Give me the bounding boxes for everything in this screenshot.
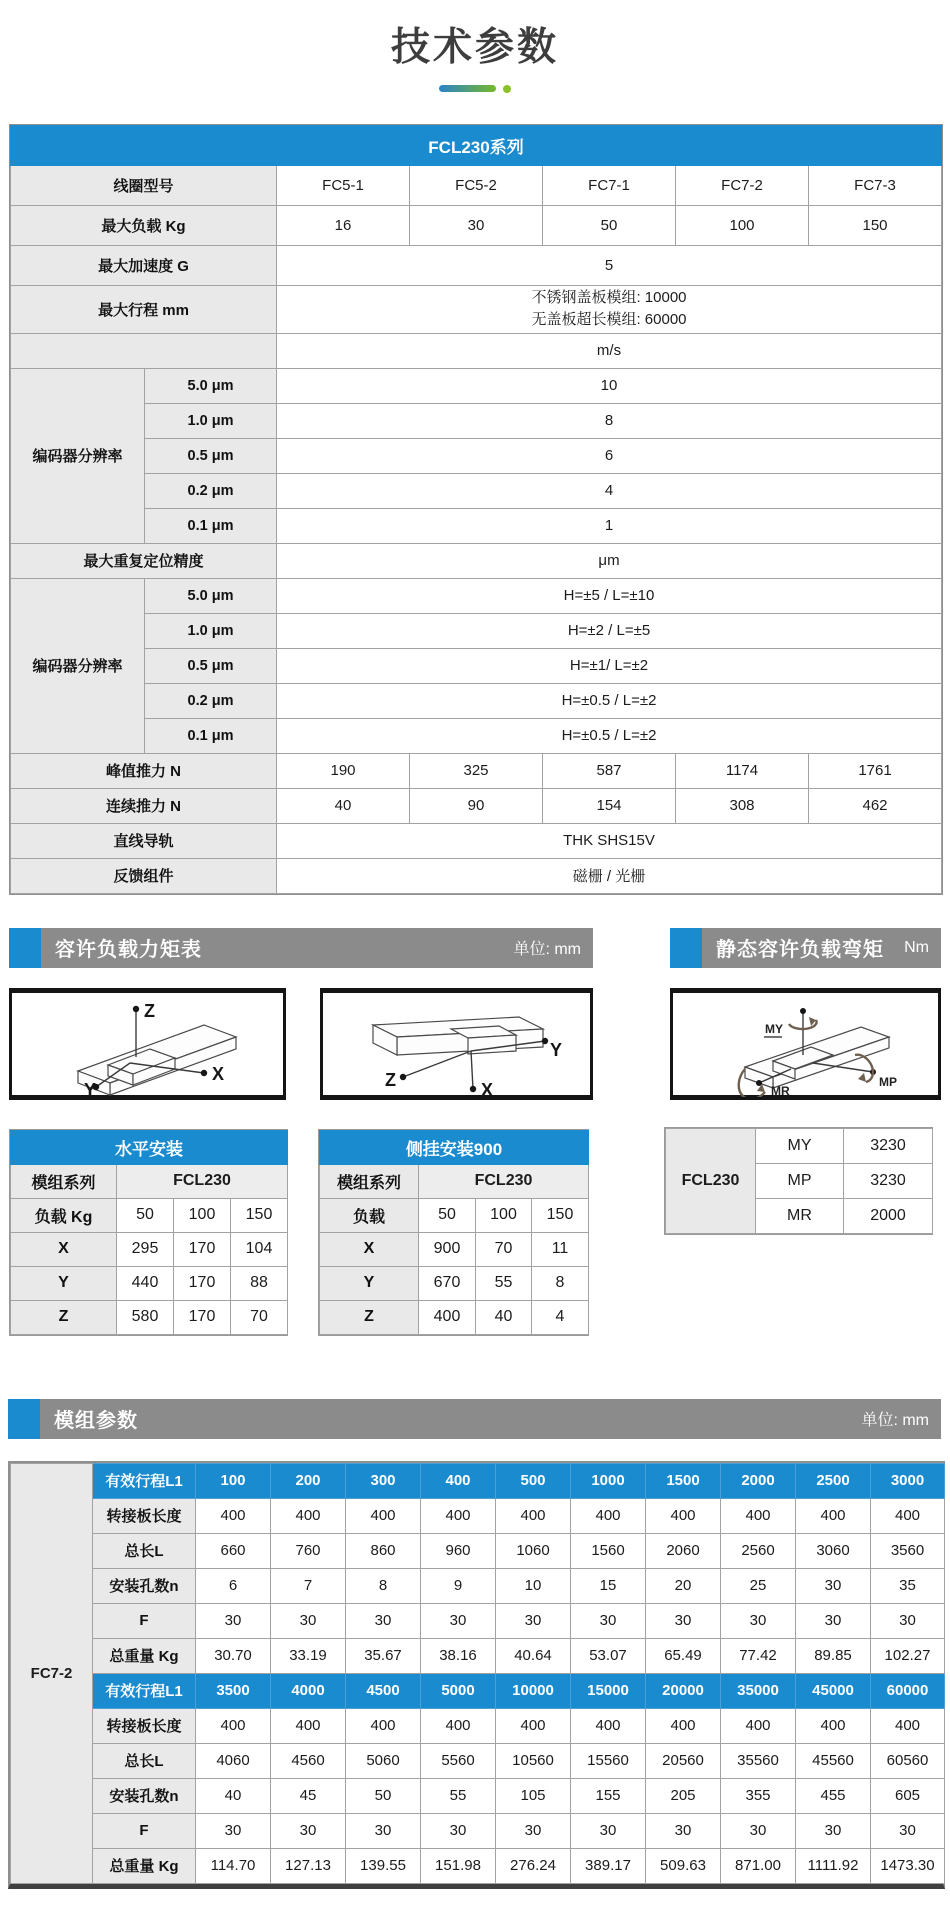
table-cell: 30 <box>496 1603 571 1638</box>
table-cell: 总长L <box>93 1533 196 1568</box>
table-cell: 2060 <box>646 1533 721 1568</box>
section-title: 模组参数 <box>54 1410 138 1433</box>
table-cell: 6 <box>277 438 942 473</box>
table-cell: 150 <box>532 1198 589 1232</box>
table-cell: 有效行程L1 <box>93 1463 196 1498</box>
table-cell: FCL230 <box>419 1164 589 1198</box>
section-unit: Nm <box>904 938 929 956</box>
section-title: 静态容许负载弯矩 <box>716 939 884 962</box>
table-cell: 400 <box>571 1708 646 1743</box>
table-cell: 760 <box>271 1533 346 1568</box>
table-cell: H=±0.5 / L=±2 <box>277 718 942 753</box>
table-cell: 7 <box>271 1568 346 1603</box>
table-cell: 1761 <box>809 753 942 788</box>
table-cell: 35000 <box>721 1673 796 1708</box>
table-cell: 70 <box>231 1300 288 1334</box>
section-unit: 单位: mm <box>513 941 581 959</box>
table-cell: 25 <box>721 1568 796 1603</box>
table-cell-line: 不锈钢盖板模组: 10000 <box>531 288 687 306</box>
table-cell: 30 <box>646 1813 721 1848</box>
table-cell: 3560 <box>871 1533 945 1568</box>
table-cell: 8 <box>346 1568 421 1603</box>
table-cell: 1111.92 <box>796 1848 871 1883</box>
horizontal-mount-header: 水平安装 <box>11 1130 288 1164</box>
side-mount-table <box>318 1129 589 1336</box>
table-cell: 170 <box>174 1232 231 1266</box>
table-cell: 0.5 μm <box>145 648 277 683</box>
x-axis-label: X <box>481 1079 494 1097</box>
table-cell: 400 <box>196 1708 271 1743</box>
table-cell: 400 <box>421 1498 496 1533</box>
table-cell: 89.85 <box>796 1638 871 1673</box>
diagram-xyz-side-mount <box>320 988 593 1100</box>
table-cell: 325 <box>410 753 543 788</box>
table-cell: Y <box>11 1266 117 1300</box>
table-cell: 35.67 <box>346 1638 421 1673</box>
table-cell: 455 <box>796 1778 871 1813</box>
table-cell: 30 <box>721 1603 796 1638</box>
table-cell: 9 <box>421 1568 496 1603</box>
table-cell: 30 <box>421 1603 496 1638</box>
table-cell: 0.1 μm <box>145 718 277 753</box>
table-cell: 30 <box>871 1813 945 1848</box>
table-cell: 反馈组件 <box>11 858 277 893</box>
table-cell: μm <box>277 543 942 578</box>
table-cell: 10 <box>496 1568 571 1603</box>
table-cell: 400 <box>271 1498 346 1533</box>
diagram-xyz-horizontal-mount <box>9 988 286 1100</box>
table-cell: 40 <box>476 1300 532 1334</box>
table-cell: 154 <box>543 788 676 823</box>
table-cell: 5 <box>277 245 942 285</box>
series-header: FCL230系列 <box>11 125 942 165</box>
section-accent-square-icon <box>670 928 702 968</box>
table-cell: 151.98 <box>421 1848 496 1883</box>
table-cell: 60560 <box>871 1743 945 1778</box>
table-cell: 190 <box>277 753 410 788</box>
table-cell: F <box>93 1603 196 1638</box>
z-axis-dot <box>133 1006 139 1012</box>
section-accent-square-icon <box>9 928 41 968</box>
table-cell: 139.55 <box>346 1848 421 1883</box>
table-cell: 400 <box>871 1708 945 1743</box>
table-cell: 4060 <box>196 1743 271 1778</box>
table-cell: 编码器分辨率 <box>11 368 145 543</box>
table-cell: 400 <box>646 1498 721 1533</box>
table-cell: 40 <box>277 788 410 823</box>
table-cell: 磁栅 / 光栅 <box>277 858 942 893</box>
table-cell: 3060 <box>796 1533 871 1568</box>
table-cell: 90 <box>410 788 543 823</box>
table-cell: 88 <box>231 1266 288 1300</box>
table-cell: 10 <box>277 368 942 403</box>
table-cell: X <box>320 1232 419 1266</box>
x-axis-label: X <box>212 1063 225 1084</box>
table-cell: 127.13 <box>271 1848 346 1883</box>
table-cell: 编码器分辨率 <box>11 578 145 753</box>
table-cell: 45560 <box>796 1743 871 1778</box>
section-header-allowable-load-moment <box>9 928 593 968</box>
table-cell: 50 <box>117 1198 174 1232</box>
title-underline <box>0 85 950 93</box>
table-cell: 65.49 <box>646 1638 721 1673</box>
table-cell: 安装孔数n <box>93 1568 196 1603</box>
table-cell: 205 <box>646 1778 721 1813</box>
table-cell-line: 无盖板超长模组: 60000 <box>531 311 687 329</box>
table-cell: 400 <box>496 1708 571 1743</box>
table-cell: 最大负载 Kg <box>11 205 277 245</box>
table-cell: FC7-1 <box>543 165 676 205</box>
z-axis-dot <box>400 1074 406 1080</box>
table-cell: 960 <box>421 1533 496 1568</box>
side-mount-header: 侧挂安装900 <box>320 1130 589 1164</box>
table-cell: 最大重复定位精度 <box>11 543 277 578</box>
table-cell: 60000 <box>871 1673 945 1708</box>
table-cell: 1500 <box>646 1463 721 1498</box>
table-cell: 3230 <box>844 1163 933 1198</box>
table-cell: 30 <box>271 1813 346 1848</box>
table-cell: 170 <box>174 1266 231 1300</box>
table-cell: 1 <box>277 508 942 543</box>
table-cell: THK SHS15V <box>277 823 942 858</box>
table-cell: 660 <box>196 1533 271 1568</box>
table-cell: 509.63 <box>646 1848 721 1883</box>
mount-tables-row <box>9 1129 950 1336</box>
table-cell: H=±2 / L=±5 <box>277 613 942 648</box>
section-unit: 单位: mm <box>861 1412 929 1430</box>
table-cell: 50 <box>346 1778 421 1813</box>
table-cell: 389.17 <box>571 1848 646 1883</box>
table-cell: 5000 <box>421 1673 496 1708</box>
table-cell: 900 <box>419 1232 476 1266</box>
table-cell: 直线导轨 <box>11 823 277 858</box>
table-cell: FCL230 <box>666 1128 756 1233</box>
table-cell: 170 <box>174 1300 231 1334</box>
table-cell: 200 <box>271 1463 346 1498</box>
table-cell: 5060 <box>346 1743 421 1778</box>
table-cell: 400 <box>871 1498 945 1533</box>
table-cell <box>11 333 277 368</box>
table-cell: 30 <box>346 1603 421 1638</box>
table-cell: 11 <box>532 1232 589 1266</box>
table-cell: 1000 <box>571 1463 646 1498</box>
title-underline-dot <box>503 85 511 93</box>
table-cell: 30 <box>196 1813 271 1848</box>
table-cell: 1174 <box>676 753 809 788</box>
table-cell: 30 <box>796 1603 871 1638</box>
table-cell: 45000 <box>796 1673 871 1708</box>
table-cell: 100 <box>676 205 809 245</box>
table-cell: 最大加速度 G <box>11 245 277 285</box>
tech-spec-table <box>9 124 943 895</box>
table-cell: 30 <box>871 1603 945 1638</box>
table-cell: 30 <box>796 1568 871 1603</box>
mr-moment-label: MR <box>771 1083 790 1097</box>
table-cell: FCL230 <box>117 1164 288 1198</box>
table-cell: 40 <box>196 1778 271 1813</box>
table-cell: m/s <box>277 333 942 368</box>
z-axis-label: Z <box>385 1069 396 1090</box>
table-cell: 0.2 μm <box>145 683 277 718</box>
x-axis-dot <box>470 1086 476 1092</box>
table-cell: 16 <box>277 205 410 245</box>
table-cell: 40.64 <box>496 1638 571 1673</box>
table-cell: 155 <box>571 1778 646 1813</box>
y-axis-dot <box>542 1038 548 1044</box>
table-cell: 400 <box>271 1708 346 1743</box>
table-cell: FC7-2 <box>676 165 809 205</box>
table-cell: 8 <box>532 1266 589 1300</box>
table-cell: 580 <box>117 1300 174 1334</box>
table-cell: 15000 <box>571 1673 646 1708</box>
diagram-static-moments <box>670 988 941 1100</box>
table-cell: MR <box>756 1198 844 1233</box>
table-cell: 总重量 Kg <box>93 1848 196 1883</box>
table-cell: H=±5 / L=±10 <box>277 578 942 613</box>
table-cell: 100 <box>476 1198 532 1232</box>
table-cell: 5.0 μm <box>145 578 277 613</box>
table-cell: 30 <box>796 1813 871 1848</box>
table-cell: 104 <box>231 1232 288 1266</box>
table-cell: 1060 <box>496 1533 571 1568</box>
table-cell: 400 <box>796 1708 871 1743</box>
table-cell: 55 <box>421 1778 496 1813</box>
module-params-table <box>8 1461 945 1889</box>
table-cell: 4 <box>532 1300 589 1334</box>
table-cell: 400 <box>721 1498 796 1533</box>
table-cell: 4000 <box>271 1673 346 1708</box>
y-axis-label: Y <box>84 1079 97 1097</box>
table-cell: 587 <box>543 753 676 788</box>
table-cell: 2000 <box>844 1198 933 1233</box>
table-cell: 5560 <box>421 1743 496 1778</box>
table-cell: 30 <box>571 1813 646 1848</box>
table-cell: 55 <box>476 1266 532 1300</box>
table-cell: 20 <box>646 1568 721 1603</box>
section-header-static-moment <box>670 928 941 968</box>
table-cell: 4500 <box>346 1673 421 1708</box>
table-cell: 30 <box>271 1603 346 1638</box>
table-cell: 30 <box>646 1603 721 1638</box>
table-cell: 5.0 μm <box>145 368 277 403</box>
table-cell: 45 <box>271 1778 346 1813</box>
table-cell: 总重量 Kg <box>93 1638 196 1673</box>
mp-moment-label: MP <box>879 1074 897 1089</box>
my-axis-dot <box>800 1008 806 1014</box>
table-cell: 400 <box>419 1300 476 1334</box>
horizontal-mount-table <box>9 1129 288 1336</box>
table-cell: 300 <box>346 1463 421 1498</box>
table-cell: Z <box>320 1300 419 1334</box>
table-cell: MP <box>756 1163 844 1198</box>
table-cell: 400 <box>421 1463 496 1498</box>
table-cell: 102.27 <box>871 1638 945 1673</box>
table-cell: 负载 Kg <box>11 1198 117 1232</box>
diagram-row <box>9 988 950 1100</box>
table-cell: 400 <box>346 1498 421 1533</box>
table-cell: 15 <box>571 1568 646 1603</box>
table-cell: 114.70 <box>196 1848 271 1883</box>
table-cell: 模组系列 <box>320 1164 419 1198</box>
table-cell: 105 <box>496 1778 571 1813</box>
table-cell: 30 <box>721 1813 796 1848</box>
table-cell: 670 <box>419 1266 476 1300</box>
x-axis-dot <box>201 1070 207 1076</box>
table-cell: 295 <box>117 1232 174 1266</box>
table-cell: 100 <box>196 1463 271 1498</box>
table-cell: 连续推力 N <box>11 788 277 823</box>
table-cell: 462 <box>809 788 942 823</box>
table-cell: 50 <box>419 1198 476 1232</box>
table-cell: 2000 <box>721 1463 796 1498</box>
table-cell: 38.16 <box>421 1638 496 1673</box>
module-model-cell: FC7-2 <box>11 1463 93 1883</box>
table-cell: 50 <box>543 205 676 245</box>
y-axis-label: Y <box>550 1039 563 1060</box>
table-cell: 605 <box>871 1778 945 1813</box>
mr-axis-dot <box>756 1080 762 1086</box>
table-cell: 53.07 <box>571 1638 646 1673</box>
section-accent-square-icon <box>8 1399 40 1439</box>
table-cell: 8 <box>277 403 942 438</box>
table-cell: 440 <box>117 1266 174 1300</box>
table-cell: 33.19 <box>271 1638 346 1673</box>
table-cell: 100 <box>174 1198 231 1232</box>
table-cell: 400 <box>571 1498 646 1533</box>
table-cell: 15560 <box>571 1743 646 1778</box>
table-cell: 2500 <box>796 1463 871 1498</box>
table-cell: 150 <box>809 205 942 245</box>
z-axis-label: Z <box>144 1000 155 1021</box>
table-cell: 1.0 μm <box>145 403 277 438</box>
table-cell: Y <box>320 1266 419 1300</box>
table-cell: 0.1 μm <box>145 508 277 543</box>
table-cell: 转接板长度 <box>93 1708 196 1743</box>
table-cell: 20000 <box>646 1673 721 1708</box>
table-cell: 308 <box>676 788 809 823</box>
table-cell: FC5-1 <box>277 165 410 205</box>
table-cell: 6 <box>196 1568 271 1603</box>
table-cell: 400 <box>796 1498 871 1533</box>
table-cell: 276.24 <box>496 1848 571 1883</box>
table-cell: 77.42 <box>721 1638 796 1673</box>
my-moment-label: MY <box>765 1021 783 1036</box>
section-header-module-params <box>8 1399 941 1439</box>
table-cell: FC5-2 <box>410 165 543 205</box>
page-title: 技术参数 <box>390 26 559 69</box>
table-cell: 安装孔数n <box>93 1778 196 1813</box>
table-cell: 总长L <box>93 1743 196 1778</box>
table-cell: 峰值推力 N <box>11 753 277 788</box>
table-cell: 3230 <box>844 1128 933 1163</box>
table-cell: 30 <box>196 1603 271 1638</box>
table-cell: 70 <box>476 1232 532 1266</box>
table-cell: 35560 <box>721 1743 796 1778</box>
table-cell: 400 <box>421 1708 496 1743</box>
table-cell: 35 <box>871 1568 945 1603</box>
table-cell: X <box>11 1232 117 1266</box>
table-cell: 模组系列 <box>11 1164 117 1198</box>
table-cell: 最大行程 mm <box>11 285 277 333</box>
table-cell: 400 <box>346 1708 421 1743</box>
table-cell: 500 <box>496 1463 571 1498</box>
table-cell: H=±1/ L=±2 <box>277 648 942 683</box>
table-cell: 3500 <box>196 1673 271 1708</box>
table-cell: 400 <box>196 1498 271 1533</box>
table-cell: 150 <box>231 1198 288 1232</box>
table-cell: 355 <box>721 1778 796 1813</box>
table-cell: 30.70 <box>196 1638 271 1673</box>
table-cell: H=±0.5 / L=±2 <box>277 683 942 718</box>
table-cell: 1560 <box>571 1533 646 1568</box>
table-cell: 400 <box>646 1708 721 1743</box>
table-cell: 有效行程L1 <box>93 1673 196 1708</box>
table-cell: 负载 <box>320 1198 419 1232</box>
table-cell: F <box>93 1813 196 1848</box>
table-cell: 30 <box>571 1603 646 1638</box>
table-cell <box>277 285 942 333</box>
table-cell: FC7-3 <box>809 165 942 205</box>
table-cell: 1.0 μm <box>145 613 277 648</box>
table-cell: 871.00 <box>721 1848 796 1883</box>
table-cell: 1473.30 <box>871 1848 945 1883</box>
table-cell: 2560 <box>721 1533 796 1568</box>
section-bars-row <box>9 928 950 968</box>
table-cell: 30 <box>421 1813 496 1848</box>
title-underline-gradient-bar <box>439 85 496 92</box>
table-cell: 20560 <box>646 1743 721 1778</box>
table-cell: 30 <box>496 1813 571 1848</box>
table-cell: 3000 <box>871 1463 945 1498</box>
table-cell: 400 <box>721 1708 796 1743</box>
table-cell: 线圈型号 <box>11 165 277 205</box>
table-cell: 400 <box>496 1498 571 1533</box>
table-cell: 30 <box>346 1813 421 1848</box>
table-cell: 860 <box>346 1533 421 1568</box>
table-cell: Z <box>11 1300 117 1334</box>
table-cell: 4560 <box>271 1743 346 1778</box>
table-cell: 转接板长度 <box>93 1498 196 1533</box>
table-cell: 4 <box>277 473 942 508</box>
static-moment-table <box>664 1127 933 1235</box>
table-cell: 30 <box>410 205 543 245</box>
table-cell: 0.5 μm <box>145 438 277 473</box>
section-title: 容许负载力矩表 <box>55 939 202 962</box>
table-cell: 10560 <box>496 1743 571 1778</box>
table-cell: 0.2 μm <box>145 473 277 508</box>
table-cell: 10000 <box>496 1673 571 1708</box>
table-cell: MY <box>756 1128 844 1163</box>
